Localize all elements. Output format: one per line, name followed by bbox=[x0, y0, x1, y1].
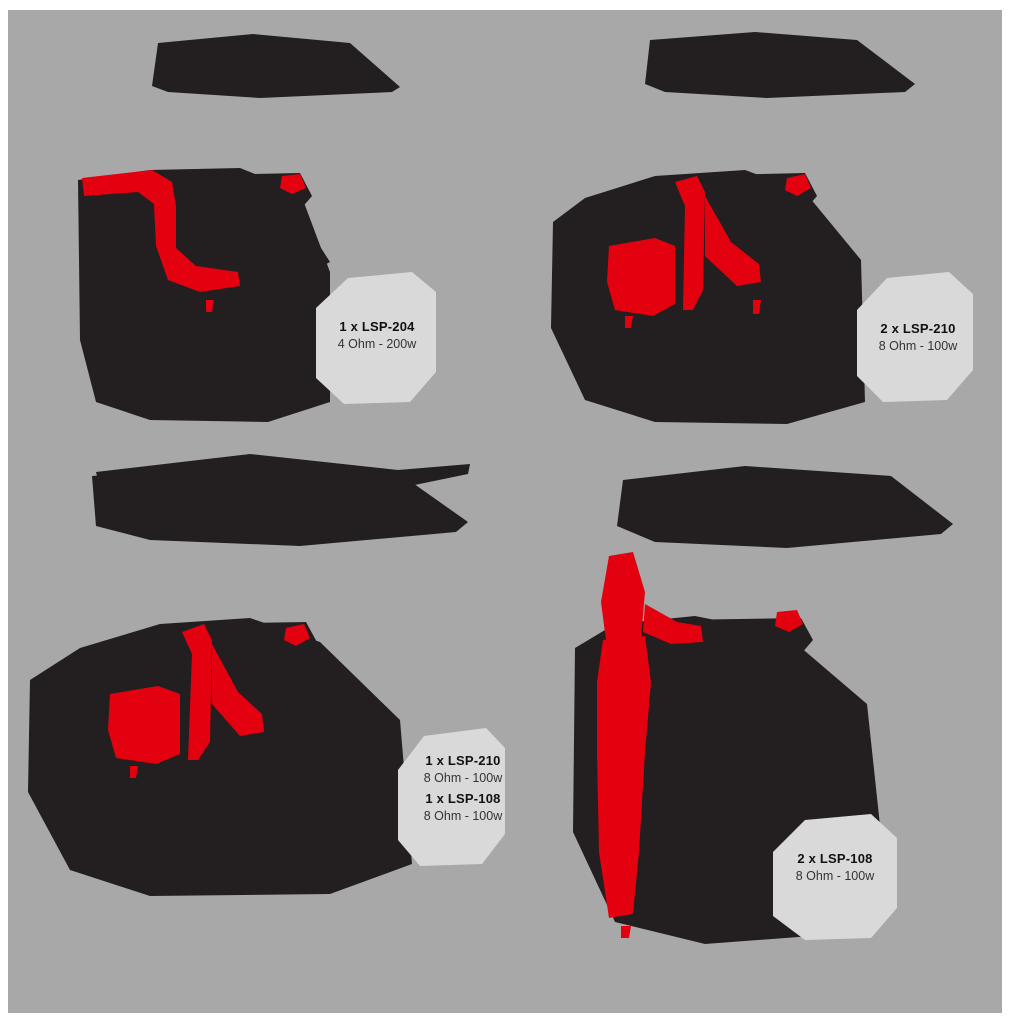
callout-title: 1 x LSP-210 bbox=[425, 753, 501, 768]
amplifier-body bbox=[78, 168, 330, 422]
top-margin bbox=[0, 0, 1010, 10]
callout-shape bbox=[398, 728, 505, 866]
left-margin bbox=[0, 0, 8, 1027]
callout-shape bbox=[857, 272, 973, 402]
speaker-cabinet-silhouette bbox=[152, 34, 400, 98]
callout-title: 2 x LSP-210 bbox=[880, 321, 956, 336]
callout-spec: 8 Ohm - 100w bbox=[795, 868, 875, 883]
callout-title: 1 x LSP-204 bbox=[339, 319, 415, 334]
diagram-panel-3 bbox=[0, 452, 505, 952]
right-margin bbox=[1002, 0, 1010, 1027]
diagram-panel-4 bbox=[505, 452, 1010, 952]
callout-spec: 4 Ohm - 200w bbox=[337, 336, 417, 351]
callout-shape bbox=[316, 272, 436, 404]
speaker-cabinet-silhouette bbox=[92, 454, 470, 546]
diagram-panel-1 bbox=[0, 10, 505, 510]
speaker-cabinet-silhouette bbox=[645, 32, 915, 98]
callout-title-secondary: 1 x LSP-108 bbox=[425, 791, 501, 807]
bottom-margin bbox=[0, 1013, 1010, 1027]
diagram-panel-2 bbox=[505, 10, 1010, 510]
callout-spec: 8 Ohm - 100w bbox=[878, 338, 958, 353]
callout-title: 2 x LSP-108 bbox=[797, 851, 873, 866]
callout-spec-secondary: 8 Ohm - 100w bbox=[423, 808, 503, 823]
callout-spec: 8 Ohm - 100w bbox=[423, 770, 503, 785]
speaker-cabinet-silhouette bbox=[617, 466, 953, 548]
